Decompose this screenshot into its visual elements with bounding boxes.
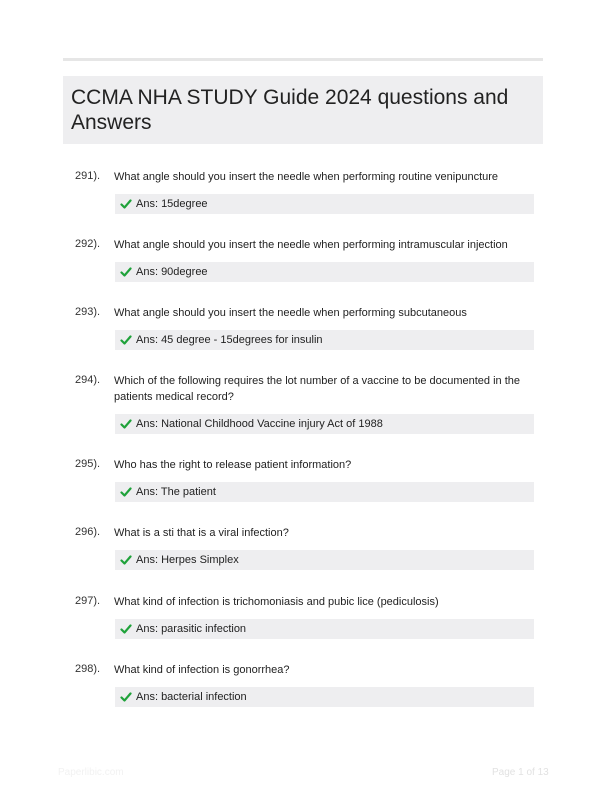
question-text: What kind of infection is trichomoniasis and pubic lice (pediculosis) (114, 596, 439, 608)
question-text: What is a sti that is a viral infection? (114, 527, 289, 539)
answer-text: Ans: bacterial infection (136, 691, 247, 703)
answer-text: Ans: Herpes Simplex (136, 554, 239, 566)
answer-text: Ans: National Childhood Vaccine injury Act of 1988 (136, 418, 383, 430)
answer-box (115, 619, 534, 639)
answer-text: Ans: The patient (136, 486, 216, 498)
page-title: CCMA NHA STUDY Guide 2024 questions and Answers (71, 86, 509, 134)
check-icon (120, 266, 132, 278)
footer-watermark: Paperlibic.com (58, 767, 124, 778)
check-icon (120, 418, 132, 430)
question-number: 292). (75, 238, 101, 250)
question-number: 298). (75, 663, 101, 675)
question-text: Which of the following requires the lot number of a vaccine to be documented in the patients medical record? (114, 375, 521, 403)
question-number: 293). (75, 306, 101, 318)
title-banner (63, 76, 543, 144)
page-indicator: Page 1 of 13 (492, 767, 549, 778)
question-text: Who has the right to release patient information? (114, 459, 352, 471)
answer-box (115, 550, 534, 570)
question-number: 291). (75, 170, 101, 182)
answer-text: Ans: 15degree (136, 198, 208, 210)
question-number: 297). (75, 595, 101, 607)
check-icon (120, 198, 132, 210)
answer-box (115, 194, 534, 214)
check-icon (120, 623, 132, 635)
answer-text: Ans: 90degree (136, 266, 208, 278)
question-text: What angle should you insert the needle when performing intramuscular injection (114, 239, 508, 251)
answer-box (115, 262, 534, 282)
question-number: 294). (75, 374, 101, 386)
check-icon (120, 554, 132, 566)
check-icon (120, 691, 132, 703)
answer-box (115, 482, 534, 502)
check-icon (120, 334, 132, 346)
check-icon (120, 486, 132, 498)
answer-text: Ans: parasitic infection (136, 623, 247, 635)
question-text: What angle should you insert the needle when performing subcutaneous (114, 307, 467, 319)
answer-box (115, 414, 534, 434)
answer-box (115, 330, 534, 350)
top-divider (63, 58, 543, 61)
answer-box (115, 687, 534, 707)
question-number: 295). (75, 458, 101, 470)
question-text: What kind of infection is gonorrhea? (114, 664, 290, 676)
question-number: 296). (75, 526, 101, 538)
question-text: What angle should you insert the needle when performing routine venipuncture (114, 171, 499, 183)
answer-text: Ans: 45 degree - 15degrees for insulin (136, 334, 323, 346)
